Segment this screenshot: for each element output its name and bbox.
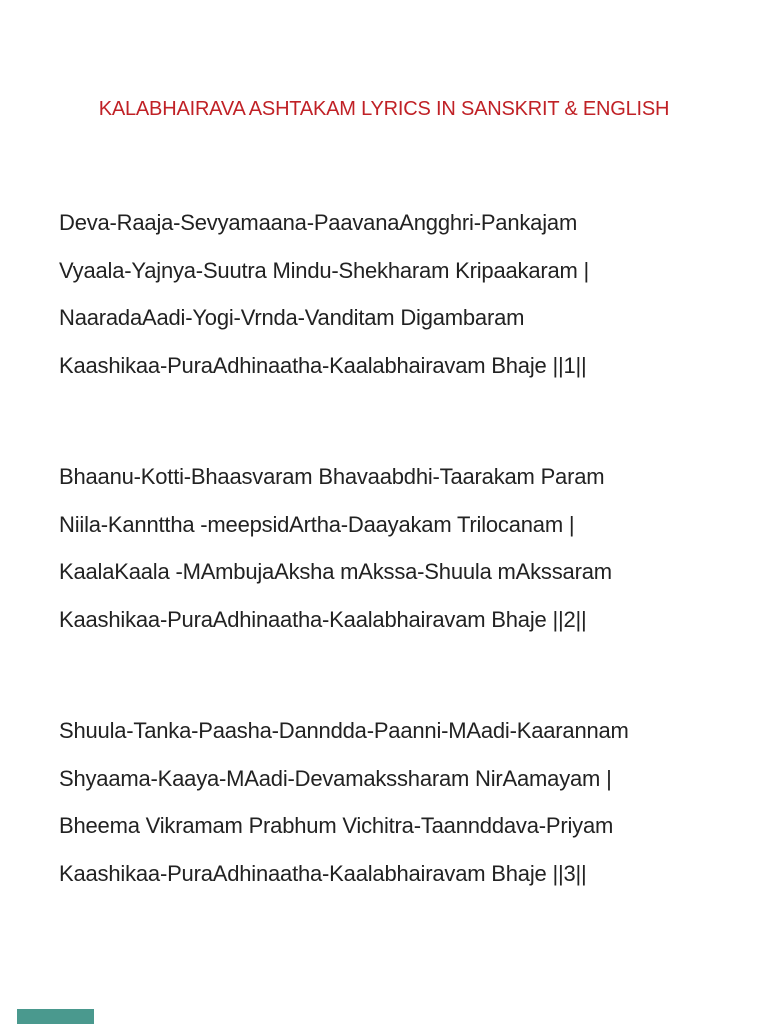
lyric-line: Shyaama-Kaaya-MAadi-Devamakssharam NirAamayam | (59, 765, 612, 791)
stanza-3 (59, 707, 728, 898)
page-progress-bar (17, 1009, 94, 1024)
lyric-line: KaalaKaala -MAmbujaAksha mAkssa-Shuula mAkssaram (59, 559, 612, 585)
lyric-line: Shuula-Tanka-Paasha-Danndda-Paanni-MAadi-Kaarannam (59, 718, 629, 743)
lyric-line: Vyaala-Yajnya-Suutra Mindu-Shekharam Kripaakaram | (59, 257, 590, 283)
stanza-1 (59, 199, 728, 390)
lyric-line: Deva-Raaja-Sevyamaana-PaavanaAngghri-Pankajam (59, 210, 578, 235)
lyric-line: Bhaanu-Kotti-Bhaasvaram Bhavaabdhi-Taarakam Param (59, 464, 605, 489)
lyric-line: Niila-Kannttha -meepsidArtha-Daayakam Trilocanam | (59, 511, 575, 537)
lyric-line: Kaashikaa-PuraAdhinaatha-Kaalabhairavam Bhaje ||3|| (59, 861, 587, 887)
stanza-2 (59, 453, 728, 644)
lyric-line: Kaashikaa-PuraAdhinaatha-Kaalabhairavam Bhaje ||2|| (59, 607, 587, 633)
lyric-line: NaaradaAadi-Yogi-Vrnda-Vanditam Digambaram (59, 305, 525, 331)
lyric-line: Bheema Vikramam Prabhum Vichitra-Taannddava-Priyam (59, 813, 614, 839)
page-title: KALABHAIRAVA ASHTAKAM LYRICS IN SANSKRIT & ENGLISH (98, 98, 670, 120)
lyric-line: Kaashikaa-PuraAdhinaatha-Kaalabhairavam Bhaje ||1|| (59, 353, 587, 379)
